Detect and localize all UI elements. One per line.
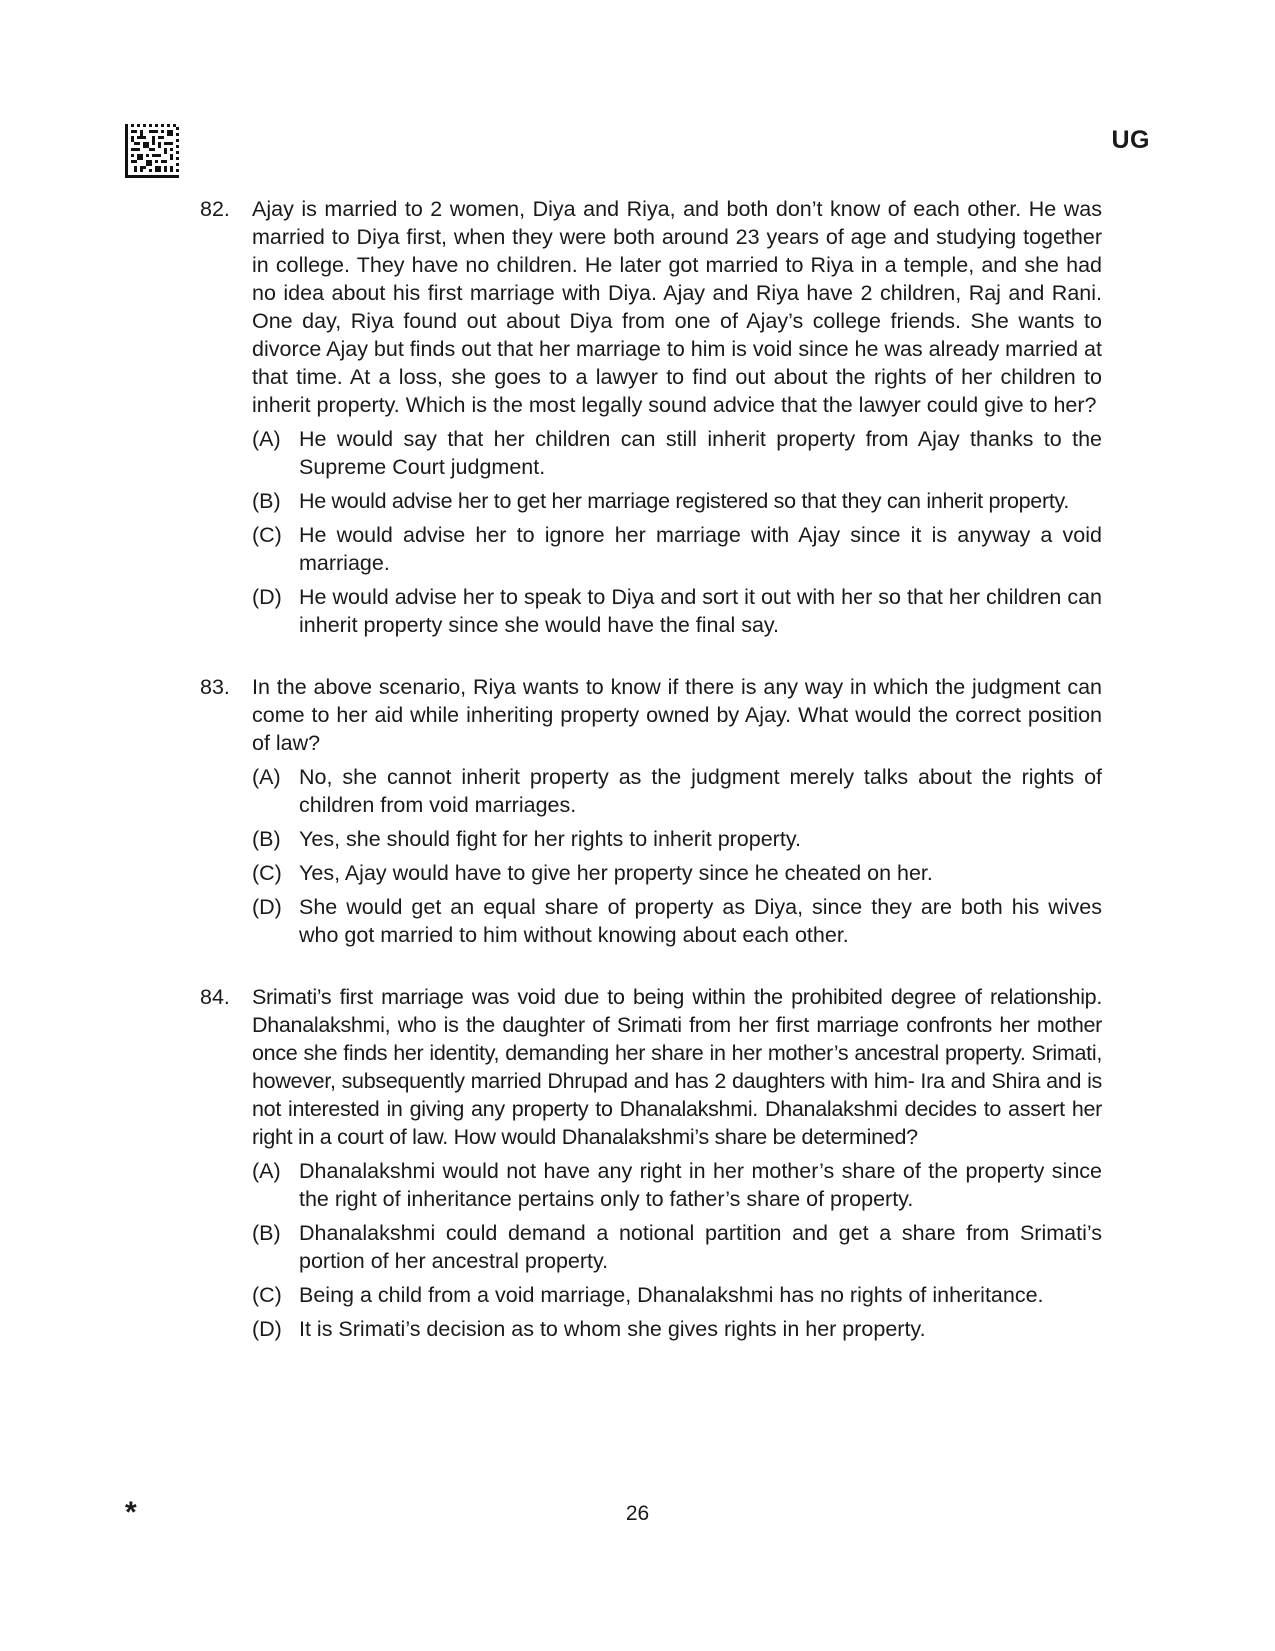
header-code: UG xyxy=(1111,126,1150,154)
qr-code-icon xyxy=(125,124,179,178)
option-text: Dhanalakshmi could demand a notional partition and get a share from Srimati’s portion of her ancestral property. xyxy=(299,1221,1102,1273)
option-text: She would get an equal share of property as Diya, since they are both his wives who got married to him without knowing about each other. xyxy=(299,895,1102,947)
option-c xyxy=(252,521,1102,577)
option-list xyxy=(252,763,1102,949)
option-letter: (D) xyxy=(252,585,282,609)
option-text: It is Srimati’s decision as to whom she gives rights in her property. xyxy=(299,1317,926,1341)
option-letter: (B) xyxy=(252,1221,281,1245)
question-list xyxy=(200,195,1102,1377)
option-a xyxy=(252,763,1102,819)
question-text: Srimati’s first marriage was void due to being within the prohibited degree of relationship. Dhanalakshmi, who is the daughter of Srimati from her first marriage confronts her mother once she finds her identity, demanding her share in her mother’s ancestral property. Srimati, however, subsequently married Dhrupad and has 2 daughters with him- Ira and Shira and is not interested in giving any property to Dhanalakshmi. Dhanalakshmi decides to assert her right in a court of law. How would Dhanalakshmi’s share be determined? xyxy=(252,985,1102,1149)
option-d xyxy=(252,583,1102,639)
option-b xyxy=(252,1219,1102,1275)
option-c xyxy=(252,859,1102,887)
option-c xyxy=(252,1281,1102,1309)
option-text: Dhanalakshmi would not have any right in her mother’s share of the property since the right of inheritance pertains only to father’s share of property. xyxy=(299,1159,1102,1211)
option-letter: (C) xyxy=(252,1283,282,1307)
option-letter: (B) xyxy=(252,489,281,513)
option-letter: (A) xyxy=(252,1159,281,1183)
option-d xyxy=(252,1315,1102,1343)
question-number: 83. xyxy=(200,675,230,699)
option-letter: (D) xyxy=(252,895,282,919)
option-a xyxy=(252,425,1102,481)
option-text: Yes, she should fight for her rights to inherit property. xyxy=(299,827,801,851)
question-83 xyxy=(200,673,1102,949)
option-letter: (C) xyxy=(252,861,282,885)
option-text: No, she cannot inherit property as the judgment merely talks about the rights of children from void marriages. xyxy=(299,765,1102,817)
page-number: 26 xyxy=(625,1502,650,1525)
option-b xyxy=(252,487,1102,515)
option-text: He would advise her to speak to Diya and sort it out with her so that her children can inherit property since she would have the final say. xyxy=(299,585,1102,637)
option-text: Being a child from a void marriage, Dhanalakshmi has no rights of inheritance. xyxy=(299,1283,1044,1307)
option-text: He would advise her to ignore her marriage with Ajay since it is anyway a void marriage. xyxy=(299,523,1102,575)
option-text: He would advise her to get her marriage registered so that they can inherit property. xyxy=(299,489,1070,513)
option-text: He would say that her children can still inherit property from Ajay thanks to the Supreme Court judgment. xyxy=(299,427,1102,479)
option-letter: (D) xyxy=(252,1317,282,1341)
option-text: Yes, Ajay would have to give her property since he cheated on her. xyxy=(299,861,933,885)
question-text: Ajay is married to 2 women, Diya and Riya, and both don’t know of each other. He was married to Diya first, when they were both around 23 years of age and studying together in college. They have no children. He later got married to Riya in a temple, and she had no idea about his first marriage with Diya. Ajay and Riya have 2 children, Raj and Rani. One day, Riya found out about Diya from one of Ajay’s college friends. She wants to divorce Ajay but finds out that her marriage to him is void since he was already married at that time. At a loss, she goes to a lawyer to find out about the rights of her children to inherit property. Which is the most legally sound advice that the lawyer could give to her? xyxy=(252,197,1102,417)
option-letter: (B) xyxy=(252,827,281,851)
option-d xyxy=(252,893,1102,949)
question-82 xyxy=(200,195,1102,639)
option-letter: (C) xyxy=(252,523,282,547)
question-number: 82. xyxy=(200,197,230,221)
option-list xyxy=(252,1157,1102,1343)
option-list xyxy=(252,425,1102,639)
option-b xyxy=(252,825,1102,853)
option-letter: (A) xyxy=(252,765,281,789)
question-text: In the above scenario, Riya wants to know if there is any way in which the judgment can come to her aid while inheriting property owned by Ajay. What would the correct position of law? xyxy=(252,675,1102,755)
question-number: 84. xyxy=(200,985,230,1009)
option-letter: (A) xyxy=(252,427,281,451)
option-a xyxy=(252,1157,1102,1213)
footer-star-mark: * xyxy=(125,1496,137,1529)
question-84 xyxy=(200,983,1102,1343)
